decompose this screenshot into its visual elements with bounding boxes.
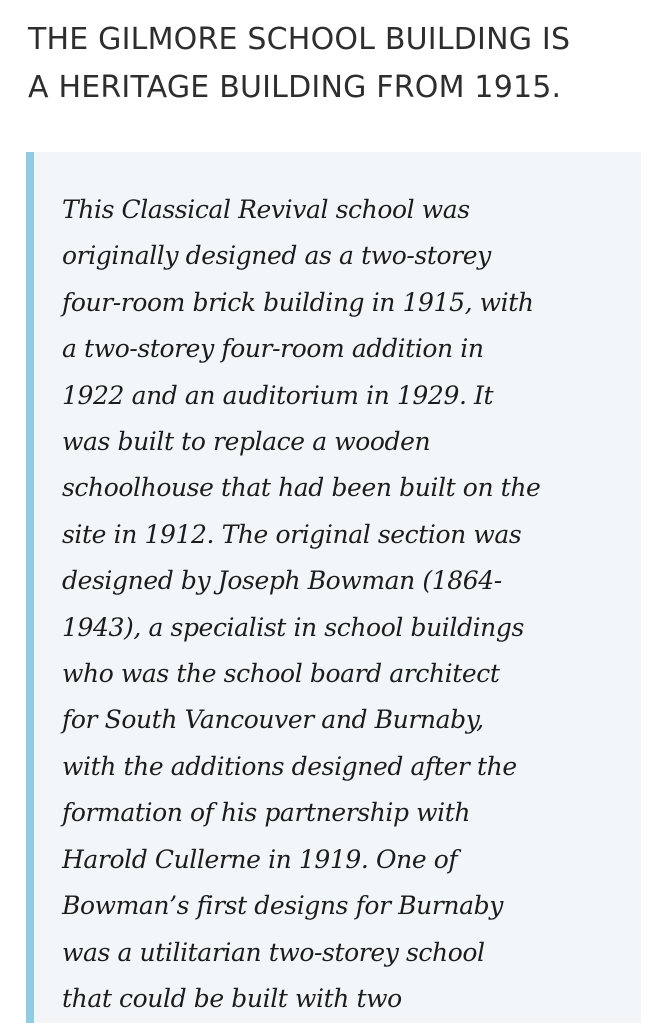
quote-line: originally designed as a two-storey (62, 241, 491, 271)
quote-line: site in 1912. The original section was (62, 519, 522, 549)
page-heading (28, 16, 648, 112)
quote-line: with the additions designed after the (62, 751, 517, 781)
quote-line: was built to replace a wooden (62, 427, 431, 457)
quote-line: Bowman’s first designs for Burnaby (62, 891, 503, 921)
heading-line: A HERITAGE BUILDING FROM 1915. (28, 70, 562, 105)
quote-line: 1943), a specialist in school buildings (62, 612, 524, 642)
quote-line: designed by Joseph Bowman (1864- (62, 566, 502, 596)
quote-line: a two-storey four-room addition in (62, 334, 484, 364)
quote-line: schoolhouse that had been built on the (62, 473, 541, 503)
quote-line: four-room brick building in 1915, with (62, 287, 534, 317)
quote-line: formation of his partnership with (62, 798, 471, 828)
blockquote-text (62, 187, 622, 1022)
quote-line: was a utilitarian two-storey school (62, 937, 485, 967)
quote-line: who was the school board architect (62, 659, 500, 689)
quote-line: Harold Cullerne in 1919. One of (62, 844, 458, 874)
quote-line: that could be built with two (62, 983, 402, 1013)
heading-line: THE GILMORE SCHOOL BUILDING IS (28, 22, 571, 57)
quote-line: 1922 and an auditorium in 1929. It (62, 380, 494, 410)
quote-line: This Classical Revival school was (62, 195, 470, 224)
quote-line: for South Vancouver and Burnaby, (62, 705, 484, 735)
